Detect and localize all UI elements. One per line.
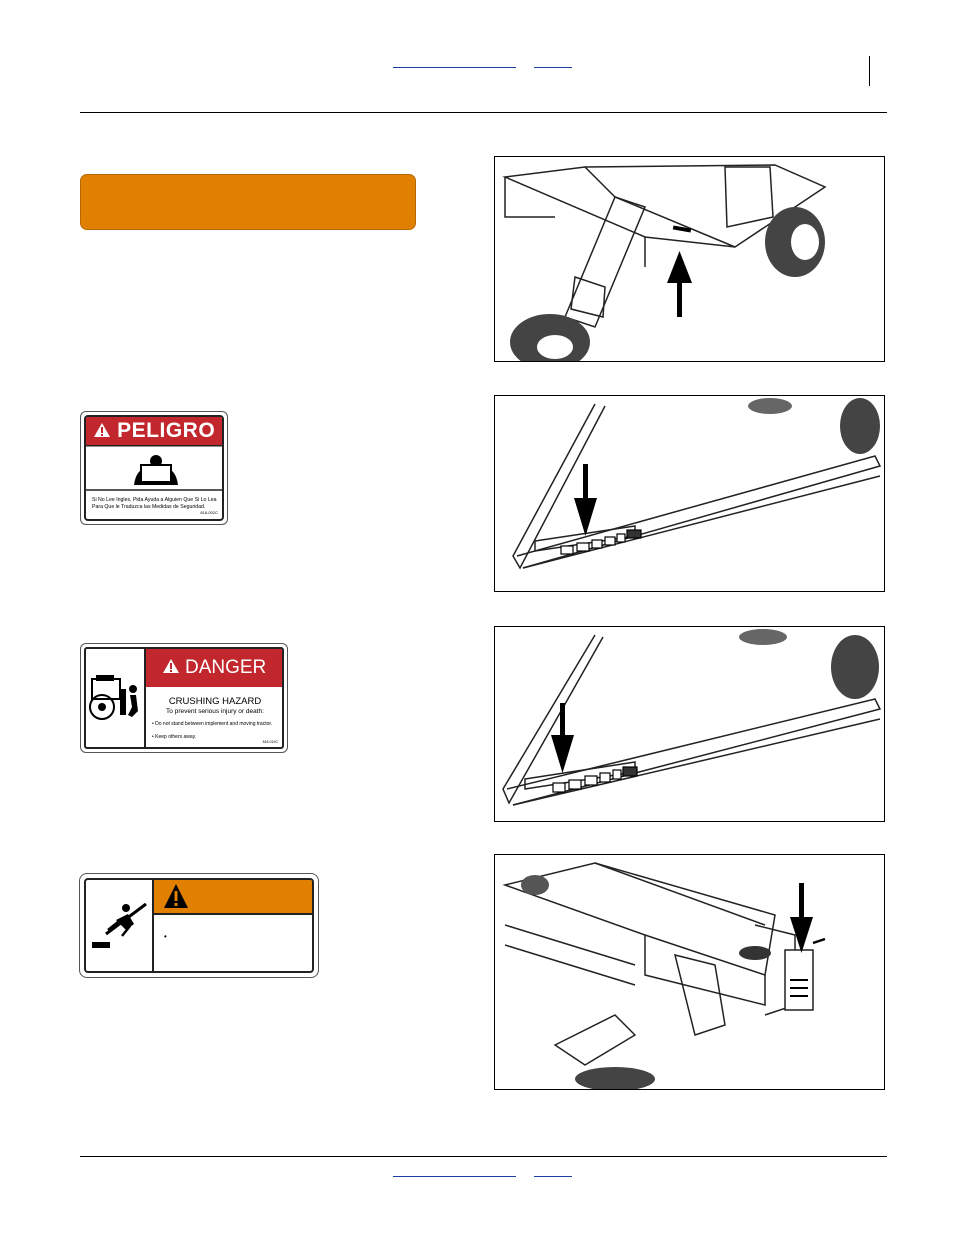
falling-person-icon bbox=[86, 880, 152, 973]
footer-rule bbox=[80, 1156, 887, 1157]
danger-code: 818-019C bbox=[262, 740, 278, 744]
up-arrow-icon bbox=[667, 251, 692, 317]
warning-triangle-icon bbox=[93, 422, 111, 438]
warning-triangle-icon bbox=[162, 658, 180, 674]
danger-title: DANGER bbox=[184, 657, 267, 678]
tractor-crush-icon bbox=[86, 649, 144, 749]
page-marker-bar bbox=[869, 56, 870, 86]
warning-decal bbox=[79, 873, 319, 978]
down-arrow-icon bbox=[790, 883, 813, 953]
danger-bullet-1: • Do not stand between implement and moving tractor. bbox=[152, 721, 273, 727]
footer-link-2[interactable] bbox=[534, 1176, 572, 1177]
warning-bullet: • bbox=[164, 932, 167, 941]
warning-triangle-icon bbox=[162, 882, 190, 910]
decal-location-photo-2 bbox=[494, 395, 885, 592]
header-link-2[interactable] bbox=[534, 67, 572, 68]
header-rule bbox=[80, 112, 887, 113]
warning-header bbox=[154, 880, 312, 915]
danger-line: To prevent serious injury or death: bbox=[166, 708, 264, 715]
frame-rear-illustration bbox=[495, 396, 884, 591]
frame-front-illustration bbox=[495, 627, 884, 821]
danger-header bbox=[146, 649, 282, 687]
reading-person-icon bbox=[86, 445, 224, 491]
seed-box-illustration bbox=[495, 855, 884, 1089]
peligro-header bbox=[86, 417, 222, 445]
section-banner bbox=[80, 174, 416, 230]
danger-decal bbox=[80, 643, 288, 753]
danger-bullet-2: • Keep others away. bbox=[152, 734, 197, 740]
decal-location-photo-3 bbox=[494, 626, 885, 822]
peligro-text: Si No Lee Ingles, Pida Ayuda a Alguien Que Si Lo Lea Para Que le Traduzca las Medidas de Seguridad. bbox=[92, 497, 217, 510]
footer-link-1[interactable] bbox=[393, 1176, 516, 1177]
peligro-code: 818-002C bbox=[200, 510, 218, 515]
peligro-title: PELIGRO bbox=[117, 419, 216, 442]
peligro-decal bbox=[80, 411, 228, 525]
down-arrow-icon bbox=[574, 464, 597, 536]
header-link-1[interactable] bbox=[393, 67, 516, 68]
down-arrow-icon bbox=[551, 703, 574, 773]
decal-location-photo-4 bbox=[494, 854, 885, 1090]
fall-hazard-pictogram bbox=[86, 880, 154, 971]
machine-hitch-illustration bbox=[495, 157, 884, 361]
decal-location-photo-1 bbox=[494, 156, 885, 362]
crushing-hazard-pictogram bbox=[86, 649, 146, 747]
danger-subtitle: CRUSHING HAZARD bbox=[168, 696, 262, 707]
